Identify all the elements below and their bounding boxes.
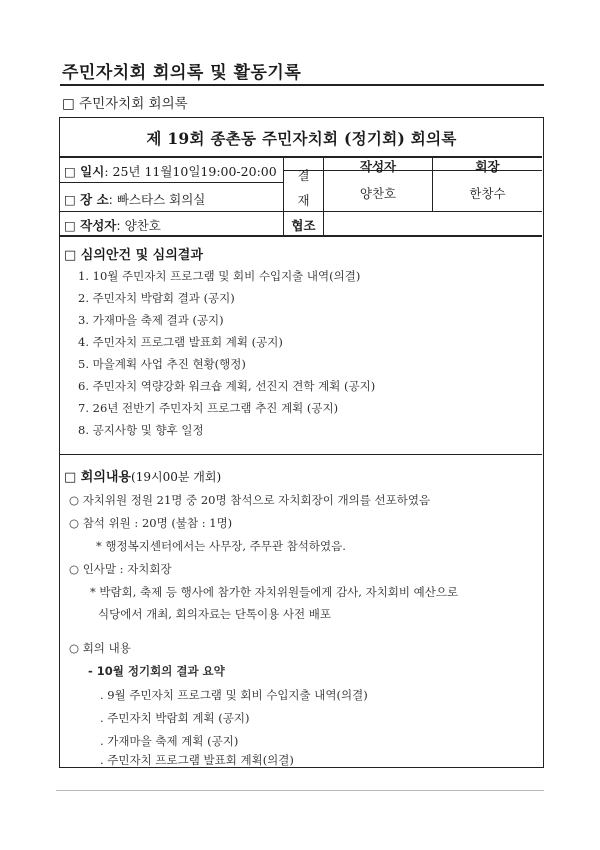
section-heading: □ 주민자치회 회의록 bbox=[62, 96, 188, 112]
writer-row bbox=[64, 216, 161, 234]
approval-writer-header: 작성자 bbox=[359, 159, 397, 174]
agenda-item: 6. 주민자치 역량강화 워크숍 계획, 선진지 견학 계획 (공지) bbox=[78, 379, 376, 393]
table-bottom-rule bbox=[60, 235, 542, 237]
date-label: □ 일시 bbox=[64, 164, 105, 179]
agenda-item: 8. 공지사항 및 향후 일정 bbox=[78, 423, 204, 437]
date-value: : 25년 11월10일19:00-20:00 bbox=[104, 164, 277, 179]
place-value: : 빠스타스 회의실 bbox=[108, 192, 206, 207]
minutes-note: * 행정복지센터에서는 사무장, 주무관 참석하였음. bbox=[96, 539, 346, 553]
page-title: 주민자치회 회의록 및 활동기록 bbox=[62, 63, 302, 83]
agenda-item: 4. 주민자치 프로그램 발표회 계획 (공지) bbox=[78, 335, 283, 349]
minutes-note: * 박람회, 축제 등 행사에 참가한 자치위원들에게 감사, 자치회비 예산으로 bbox=[90, 585, 459, 599]
document-title: 제 19회 종촌동 주민자치회 (정기회) 회의록 bbox=[146, 129, 457, 148]
approval-gyeol: 결 bbox=[297, 168, 310, 183]
date-row bbox=[64, 162, 277, 180]
minutes-subitem: . 가재마을 축제 계획 (공지) bbox=[100, 734, 239, 748]
footer-rule bbox=[56, 790, 544, 791]
agenda-item: 7. 26년 전반기 주민자치 프로그램 추진 계획 (공지) bbox=[78, 401, 339, 415]
minutes-line: ○ 인사말 : 자치회장 bbox=[69, 562, 172, 576]
section-divider bbox=[60, 454, 542, 455]
minutes-subitem: . 주민자치 박람회 계획 (공지) bbox=[100, 711, 250, 725]
minutes-subitem: . 주민자치 프로그램 발표회 계획(의결) bbox=[100, 753, 294, 767]
place-row bbox=[64, 190, 205, 208]
minutes-note: 식당에서 개최, 회의자료는 단톡이용 사전 배포 bbox=[98, 607, 332, 621]
minutes-heading bbox=[64, 466, 221, 485]
agenda-item: 2. 주민자치 박람회 결과 (공지) bbox=[78, 291, 235, 305]
minutes-line: ○ 회의 내용 bbox=[69, 641, 131, 655]
place-label: □ 장 소 bbox=[64, 192, 109, 207]
minutes-line: ○ 자치위원 정원 21명 중 20명 참석으로 자치회장이 개의를 선포하였음 bbox=[69, 493, 431, 507]
agenda-item: 1. 10월 주민자치 프로그램 및 회비 수입지출 내역(의결) bbox=[78, 269, 361, 283]
agenda-item: 5. 마을계획 사업 추진 현황(행정) bbox=[78, 357, 246, 371]
agenda-item: 3. 가재마을 축제 결과 (공지) bbox=[78, 313, 224, 327]
minutes-heading-suffix: (19시00분 개회) bbox=[131, 470, 222, 484]
title-rule bbox=[60, 84, 544, 86]
minutes-box bbox=[59, 117, 544, 768]
minutes-subitem: . 9월 주민자치 프로그램 및 회비 수입지출 내역(의결) bbox=[100, 688, 368, 702]
writer-value: : 양찬호 bbox=[116, 218, 161, 233]
approval-jae: 재 bbox=[297, 193, 310, 208]
deliberation-heading: □ 심의안건 및 심의결과 bbox=[64, 248, 203, 263]
table-row-rule bbox=[60, 182, 283, 183]
writer-label: □ 작성자 bbox=[64, 218, 117, 233]
minutes-heading-label: □ 회의내용 bbox=[64, 470, 132, 485]
approval-chair-name: 한창수 bbox=[469, 186, 506, 201]
approval-writer-name: 양찬호 bbox=[359, 186, 397, 201]
minutes-subheading: - 10월 정기회의 결과 요약 bbox=[88, 664, 225, 678]
cooperation-label: 협조 bbox=[291, 218, 316, 233]
table-row-rule bbox=[60, 211, 542, 212]
minutes-line: ○ 참석 위원 : 20명 (불참 : 1명) bbox=[69, 516, 233, 530]
approval-chair-header: 회장 bbox=[475, 159, 500, 174]
